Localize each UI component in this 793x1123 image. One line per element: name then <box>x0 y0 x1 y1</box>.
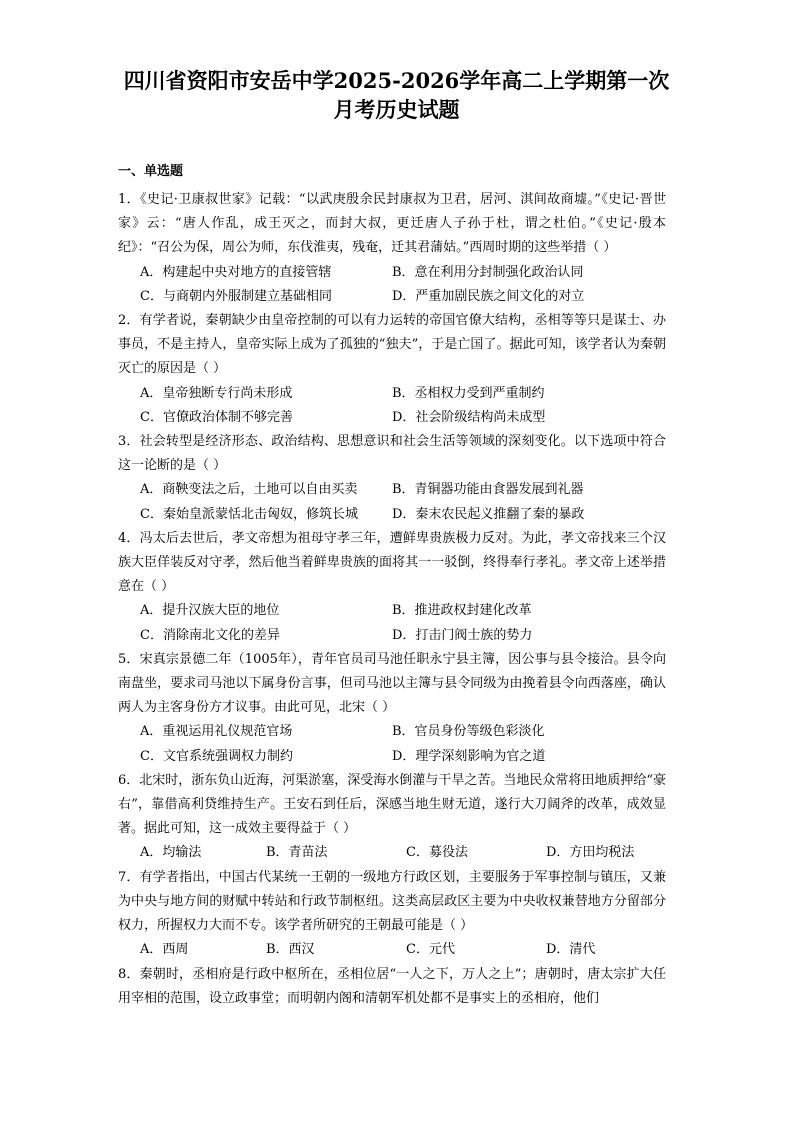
option-a[interactable]: A．提升汉族大臣的地位 <box>140 603 280 619</box>
option-b[interactable]: B．丞相权力受到严重制约 <box>392 385 545 401</box>
option-group <box>118 938 666 962</box>
option-b[interactable]: B．官员身份等级色彩淡化 <box>392 724 545 740</box>
option-group <box>118 261 666 309</box>
question-stem: 6．北宋时，浙东负山近海，河渠淤塞，深受海水倒灌与干旱之苦。当地民众常将田地质押给“豪右”，靠借高利贷维持生产。王安石到任后，深感当地生财无道，遂行大刀阔斧的改革，成效显著。据此可知，这一成效主要得益于（ ） <box>118 772 666 837</box>
option-d[interactable]: D．秦末农民起义推翻了秦的暴政 <box>392 506 585 522</box>
question-5 <box>118 648 666 769</box>
option-c[interactable]: C．募役法 <box>406 845 468 861</box>
option-a[interactable]: A．构建起中央对地方的直接管辖 <box>140 264 332 280</box>
option-group <box>118 382 666 430</box>
option-b[interactable]: B．青铜器功能由食器发展到礼器 <box>392 482 584 498</box>
option-c[interactable]: C．消除南北文化的差异 <box>140 627 280 643</box>
question-stem: 2．有学者说，秦朝缺少由皇帝控制的可以有力运转的帝国官僚大结构，丞相等等只是谋士、办事员，不是主持人，皇帝实际上成为了孤独的“独夫”，于是亡国了。据此可知，该学者认为秦朝灭亡的原因是（ ） <box>118 313 666 377</box>
exam-title <box>60 66 733 124</box>
option-b[interactable]: B．意在利用分封制强化政治认同 <box>392 264 584 280</box>
option-d[interactable]: D．严重加剧民族之间文化的对立 <box>392 288 585 304</box>
question-stem: 1．《史记·卫康叔世家》记载：“以武庚殷余民封康叔为卫君，居河、淇间故商墟。”《史记·晋世家》云：“唐人作乱，成王灭之，而封大叔，更迁唐人子孙于杜，谓之杜伯。”《史记·殷本纪》：“召公为保，周公为师，东伐淮夷，残奄，迁其君蒲姑。”西周时期的这些举措（ ） <box>118 192 666 256</box>
option-d[interactable]: D．理学深刻影响为官之道 <box>392 748 546 764</box>
option-b[interactable]: B．西汉 <box>266 942 315 958</box>
question-2 <box>118 309 666 430</box>
option-c[interactable]: C．元代 <box>406 942 455 958</box>
option-d[interactable]: D．社会阶级结构尚未成型 <box>392 409 546 425</box>
question-stem: 7．有学者指出，中国古代某统一王朝的一级地方行政区划，主要服务于军事控制与镇压，又兼为中央与地方间的财赋中转站和行政节制枢纽。这类高层政区主要为中央收权兼替地方分留部分权力，所握权力大而不专。该学者所研究的王朝最可能是（ ） <box>118 869 666 934</box>
section-heading: 一、单选题 <box>118 164 184 179</box>
option-b[interactable]: B．推进政权封建化改革 <box>392 603 532 619</box>
question-4 <box>118 527 666 648</box>
question-list <box>118 188 666 1011</box>
title-line-1: 四川省资阳市安岳中学2025-2026学年高二上学期第一次 <box>123 68 670 93</box>
option-c[interactable]: C．官僚政治体制不够完善 <box>140 409 293 425</box>
option-a[interactable]: A．均输法 <box>140 845 202 861</box>
question-1 <box>118 188 666 309</box>
option-a[interactable]: A．西周 <box>140 942 189 958</box>
option-a[interactable]: A．重视运用礼仪规范官场 <box>140 724 293 740</box>
question-6 <box>118 769 666 866</box>
option-group <box>118 720 666 768</box>
question-stem: 5．宋真宗景德二年（1005年），青年官员司马池任职永宁县主簿，因公事与县令接洽。县令向南盘坐，要求司马池以下属身份言事，但司马池以主簿与县令同级为由挽着县令向西落座，确认两人为主客身份方才议事。由此可见，北宋（ ） <box>118 651 666 716</box>
question-3 <box>118 430 666 527</box>
option-c[interactable]: C．与商朝内外服制建立基础相同 <box>140 288 332 304</box>
question-8 <box>118 963 666 1011</box>
option-group <box>118 478 666 526</box>
question-stem: 3．社会转型是经济形态、政治结构、思想意识和社会生活等领域的深刻变化。以下选项中符合这一论断的是（ ） <box>118 434 666 474</box>
question-stem: 4．冯太后去世后，孝文帝想为祖母守孝三年，遭鲜卑贵族极力反对。为此，孝文帝找来三个汉族大臣佯装反对守孝，然后他当着鲜卑贵族的面将其一一驳倒，终得奉行孝礼。孝文帝上述举措意在（ ） <box>118 530 666 595</box>
title-line-2: 月考历史试题 <box>333 97 460 122</box>
option-b[interactable]: B．青苗法 <box>266 845 328 861</box>
option-group <box>118 599 666 647</box>
option-c[interactable]: C．秦始皇派蒙恬北击匈奴，修筑长城 <box>140 506 358 522</box>
option-d[interactable]: D．清代 <box>546 942 596 958</box>
option-d[interactable]: D．打击门阀士族的势力 <box>392 627 533 643</box>
option-a[interactable]: A．商鞅变法之后，土地可以自由买卖 <box>140 482 358 498</box>
option-c[interactable]: C．文官系统强调权力制约 <box>140 748 293 764</box>
option-group <box>118 841 666 865</box>
option-a[interactable]: A．皇帝独断专行尚未形成 <box>140 385 293 401</box>
option-d[interactable]: D．方田均税法 <box>546 845 635 861</box>
question-7 <box>118 866 666 963</box>
question-stem: 8．秦朝时，丞相府是行政中枢所在，丞相位居“一人之下，万人之上”；唐朝时，唐太宗扩大任用宰相的范围，设立政事堂；而明朝内阁和清朝军机处都不是事实上的丞相府，他们 <box>118 966 666 1006</box>
